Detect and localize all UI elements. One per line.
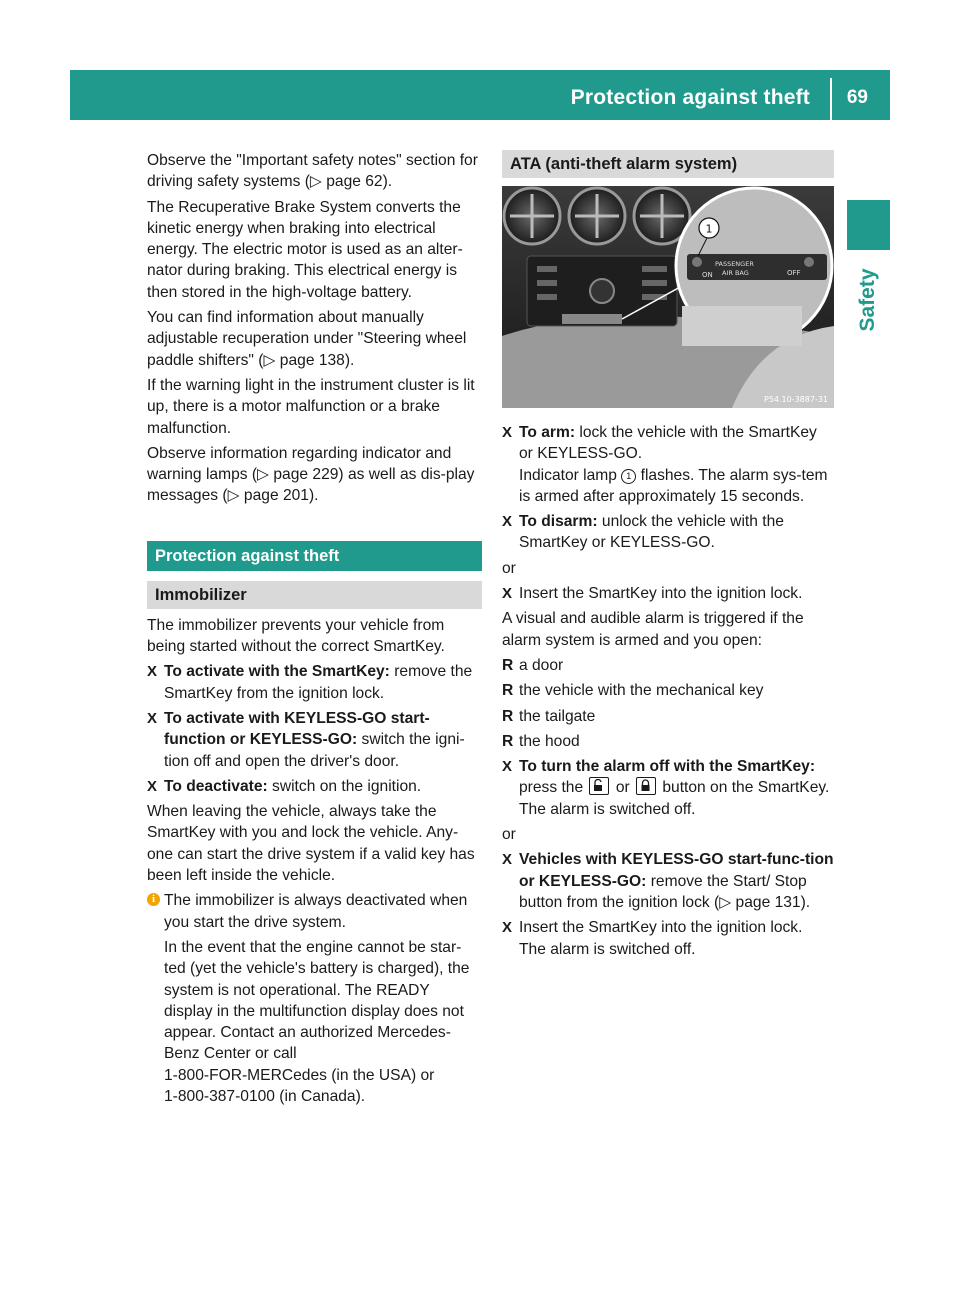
unlock-icon bbox=[589, 777, 609, 795]
step-marker-icon: X bbox=[502, 758, 513, 776]
instruction-step bbox=[147, 776, 482, 797]
instruction-step bbox=[147, 708, 482, 772]
bullet-marker-icon: R bbox=[502, 682, 514, 700]
step-label: To turn the alarm off with the SmartKey: bbox=[519, 758, 816, 776]
list-item bbox=[502, 731, 834, 752]
instruction-step bbox=[502, 849, 834, 913]
step-marker-icon: X bbox=[147, 709, 158, 727]
lock-icon bbox=[636, 777, 656, 795]
step-text: lock the vehicle with the SmartKey or KEYLESS-GO. bbox=[519, 424, 817, 463]
step-text: Insert the SmartKey into the ignition lock. bbox=[519, 919, 803, 937]
step-text: switch the igni-tion off and open the driver's door. bbox=[164, 731, 465, 770]
list-item-text: the vehicle with the mechanical key bbox=[519, 682, 764, 700]
step-label: To deactivate: bbox=[164, 777, 268, 795]
dashboard-illustration bbox=[502, 186, 834, 408]
bullet-marker-icon: R bbox=[502, 707, 514, 725]
step-result: The alarm is switched off. bbox=[519, 800, 696, 818]
step-text: remove the SmartKey from the ignition lock. bbox=[164, 663, 473, 702]
step-label: Vehicles with KEYLESS-GO start-func-tion or KEYLESS-GO: bbox=[519, 851, 834, 890]
paragraph: Observe the "Important safety notes" section for driving safety systems (▷ page 62). bbox=[147, 152, 478, 191]
note-text: In the event that the engine cannot be star-ted (yet the vehicle's battery is charged), the system is not operational. The READY display in the multifunction display does not appear. Contact an authorized Mercedes-Benz Center or call bbox=[164, 938, 470, 1063]
instruction-step bbox=[502, 583, 834, 604]
section-heading: Protection against theft bbox=[147, 541, 482, 571]
step-marker-icon: X bbox=[502, 513, 513, 531]
paragraph: Observe information regarding indicator and warning lamps (▷ page 229) as well as dis-play messages (▷ page 201). bbox=[147, 444, 475, 505]
chapter-label: Safety bbox=[856, 268, 879, 332]
step-text: switch on the ignition. bbox=[267, 777, 422, 795]
panel-airbag-label: AIR BAG bbox=[722, 269, 749, 277]
paragraph: A visual and audible alarm is triggered if the alarm system is armed and you open: bbox=[502, 610, 804, 649]
info-icon: i bbox=[147, 893, 160, 906]
step-marker-icon: X bbox=[502, 919, 513, 937]
panel-on-label: ON bbox=[702, 271, 713, 279]
instruction-step bbox=[502, 917, 834, 960]
or-text: or bbox=[502, 826, 516, 844]
step-text: button on the SmartKey. bbox=[658, 779, 830, 797]
left-column bbox=[147, 150, 482, 1107]
note-text: The immobilizer is always deactivated when you start the drive system. bbox=[164, 892, 468, 931]
header-divider bbox=[830, 78, 832, 120]
photo-code: P54.10-3887-31 bbox=[763, 395, 828, 404]
step-detail bbox=[519, 465, 834, 508]
right-column bbox=[502, 150, 834, 964]
step-label: To activate with KEYLESS-GO start-function or KEYLESS-GO: bbox=[164, 709, 430, 749]
note-phone: 1-800-387-0100 (in Canada). bbox=[164, 1087, 366, 1105]
list-item bbox=[502, 706, 834, 727]
step-marker-icon: X bbox=[502, 424, 513, 441]
step-result: The alarm is switched off. bbox=[519, 940, 696, 958]
step-text: unlock the vehicle with the SmartKey or KEYLESS-GO. bbox=[519, 513, 784, 552]
chapter-tab bbox=[847, 200, 890, 250]
page-number: 69 bbox=[846, 87, 868, 108]
list-item bbox=[502, 655, 834, 676]
instruction-step bbox=[502, 422, 834, 507]
info-note bbox=[147, 890, 482, 1107]
indicator-number-icon: 1 bbox=[621, 469, 636, 484]
step-text: or bbox=[611, 779, 635, 797]
page-header-bar bbox=[70, 70, 890, 120]
step-detail-text: flashes. The alarm sys-tem is armed after approximately 15 seconds. bbox=[519, 466, 828, 505]
paragraph: If the warning light in the instrument cluster is lit up, there is a motor malfunction or a brake malfunction. bbox=[147, 376, 475, 437]
bullet-marker-icon: R bbox=[502, 732, 514, 750]
list-item-text: the hood bbox=[519, 732, 580, 750]
subsection-heading: ATA (anti-theft alarm system) bbox=[502, 150, 834, 178]
step-detail bbox=[519, 777, 834, 798]
panel-off-label: OFF bbox=[787, 269, 801, 277]
list-item-text: the tailgate bbox=[519, 707, 596, 725]
list-item-text: a door bbox=[519, 656, 564, 674]
step-detail-text: Indicator lamp bbox=[519, 466, 622, 484]
instruction-step bbox=[502, 511, 834, 554]
bullet-marker-icon: R bbox=[502, 656, 514, 674]
page-header-title: Protection against theft bbox=[570, 86, 810, 109]
step-marker-icon: X bbox=[147, 777, 158, 795]
paragraph: The Recuperative Brake System converts the kinetic energy when braking into electrical energy. The electric motor is used as an alter-nator during braking. This electrical energy is then stored in the high-voltage battery. bbox=[147, 198, 463, 301]
step-text: remove the Start/ Stop button from the ignition lock (▷ page 131). bbox=[519, 872, 811, 911]
step-label: To arm: bbox=[519, 424, 576, 441]
step-text: Insert the SmartKey into the ignition lock. bbox=[519, 585, 803, 603]
step-label: To activate with the SmartKey: bbox=[164, 663, 390, 681]
list-item bbox=[502, 680, 834, 701]
step-marker-icon: X bbox=[502, 585, 513, 603]
step-text: press the bbox=[519, 779, 588, 797]
callout-number: 1 bbox=[705, 222, 713, 236]
paragraph: You can find information about manually adjustable recuperation under "Steering wheel paddle shifters" (▷ page 138). bbox=[147, 309, 467, 369]
step-label: To disarm: bbox=[519, 513, 598, 531]
step-marker-icon: X bbox=[147, 663, 158, 681]
step-marker-icon: X bbox=[502, 851, 513, 869]
subsection-heading: Immobilizer bbox=[147, 581, 482, 609]
paragraph: When leaving the vehicle, always take the SmartKey with you and lock the vehicle. Any-one can start the drive system if a valid key has been left inside the vehicle. bbox=[147, 803, 475, 885]
paragraph: The immobilizer prevents your vehicle from being started without the correct SmartKey. bbox=[147, 616, 445, 656]
panel-passenger-label: PASSENGER bbox=[715, 260, 754, 268]
dashboard-photo bbox=[502, 186, 834, 408]
note-phone: 1-800-FOR-MERCedes (in the USA) or bbox=[164, 1066, 435, 1084]
or-text: or bbox=[502, 559, 516, 577]
instruction-step bbox=[147, 661, 482, 704]
instruction-step bbox=[502, 756, 834, 820]
